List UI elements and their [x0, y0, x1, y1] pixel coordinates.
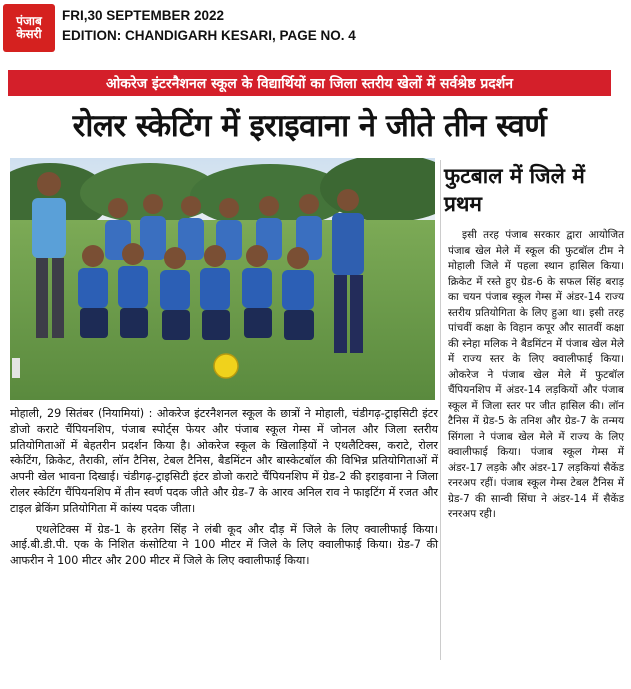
- column-divider: [440, 160, 441, 660]
- edition-info: EDITION: CHANDIGARH KESARI, PAGE NO. 4: [62, 28, 356, 43]
- sidebar-title: फुटबाल में जिले में प्रथम: [444, 164, 585, 216]
- team-photo-illustration: [10, 158, 435, 400]
- article-body: [10, 406, 438, 569]
- sidebar-paragraph: इसी तरह पंजाब सरकार द्वारा आयोजित पंजाब खेल मेले में स्कूल की फुटबॉल टीम ने मोहाली जिले में पहला स्थान हासिल किया। क्रिकेट में रस्ते हुए ग्रेड-6 के सफल सिंह बराड़ का चयन पंजाब स्कूल गेम्स में अंडर-14 राज्य स्तरीय प्रतियोगिता के लिए हुआ था। इसी तरह पांचवीं कक्षा के विहान कपूर और सातवीं कक्षा की स्नेहा मलिक ने बैडमिंटन में पंजाब खेल मेले में राज्य स्तर के लिए क्वालीफाई किया। ओकरेज ने पंजाब खेल मेले में फुटबॉल चैंपियनशिप में अंडर-14 लड़कियों और पंजाब स्कूल में जिला स्तर पर जीत हासिल की। लॉन टैनिस में ग्रेड-5 के तनिश और ग्रेड-7 के तन्मय सिंगला ने पंजाब खेल मेले में राज्य के लिए क्वालीफाई किया। पंजाब स्कूल गेम्स में अंडर-17 लड़के और अंडर-17 लड़कियां सैकेंड रनरअप रहीं। पंजाब स्कूल गेम्स टेबल टैनिस में ग्रेड-7 की सान्वी सिंघा ने अंडर-14 में सैकेंड रनरअप रही।: [448, 229, 624, 520]
- team-photo: [10, 158, 435, 400]
- article-paragraph-1: मोहाली, 29 सितंबर (नियामियां) : ओकरेज इंटरनैशनल स्कूल के छात्रों ने मोहाली, चंडीगढ़-ट्राइसिटी इंटर डोजो कराटे चैंपियनशिप, पंजाब स्पोर्ट्स फेयर और पंजाब स्कूल गेम्स में जोनल और जिला स्तरीय प्रतियोगिताओं में बेहतरीन प्रदर्शन किया है। ओकरेज स्कूल के खिलाड़ियों ने एथलैटिक्स, कराटे, रोलर स्केटिंग, क्रिकेट, तैराकी, लॉन टैनिस, टेबल टैनिस, बैडमिंटन और बास्केटबॉल की विभिन्न प्रतियोगिताओं में अपनी खेल भावना दिखाई। चंडीगढ़-ट्राइसिटी इंटर डोजो कराटे चैंपियनशिप में ग्रेड-2 की इराइवाना ने जिला रोलर स्केटिंग चैंपियनशिप में तीन स्वर्ण पदक जीते और ग्रेड-7 के आरव अनिल राव ने फाइटिंग में रजत और टाइल ब्रेकिंग प्रतियोगिता में कांस्य पदक जीता।: [10, 407, 438, 515]
- newspaper-logo: [3, 4, 55, 52]
- headline: रोलर स्केटिंग में इराइवाना ने जीते तीन स्वर्ण: [72, 108, 547, 144]
- clipping-meta: [62, 6, 356, 46]
- top-banner: ओकरेज इंटरनैशनल स्कूल के विद्यार्थियों का जिला स्तरीय खेलों में सर्वश्रेष्ठ प्रदर्शन: [8, 70, 611, 96]
- logo-line-1: पंजाब: [16, 14, 42, 29]
- logo-line-2: केसरी: [16, 27, 42, 41]
- sidebar-article: [448, 228, 624, 523]
- publication-date: FRI,30 SEPTEMBER 2022: [62, 8, 225, 23]
- article-paragraph-2: एथलेटिक्स में ग्रेड-1 के हरतेग सिंह ने लंबी कूद और दौड़ में जिले के लिए क्वालीफाई किया। आई.बी.डी.पी. एक के निशित कंसोटिया ने 100 मीटर में जिले के लिए क्वालीफाई किया। ग्रेड-7 की आफरीन ने 100 मीटर और 200 मीटर में जिले के लिए क्वालीफाई किया।: [10, 522, 438, 568]
